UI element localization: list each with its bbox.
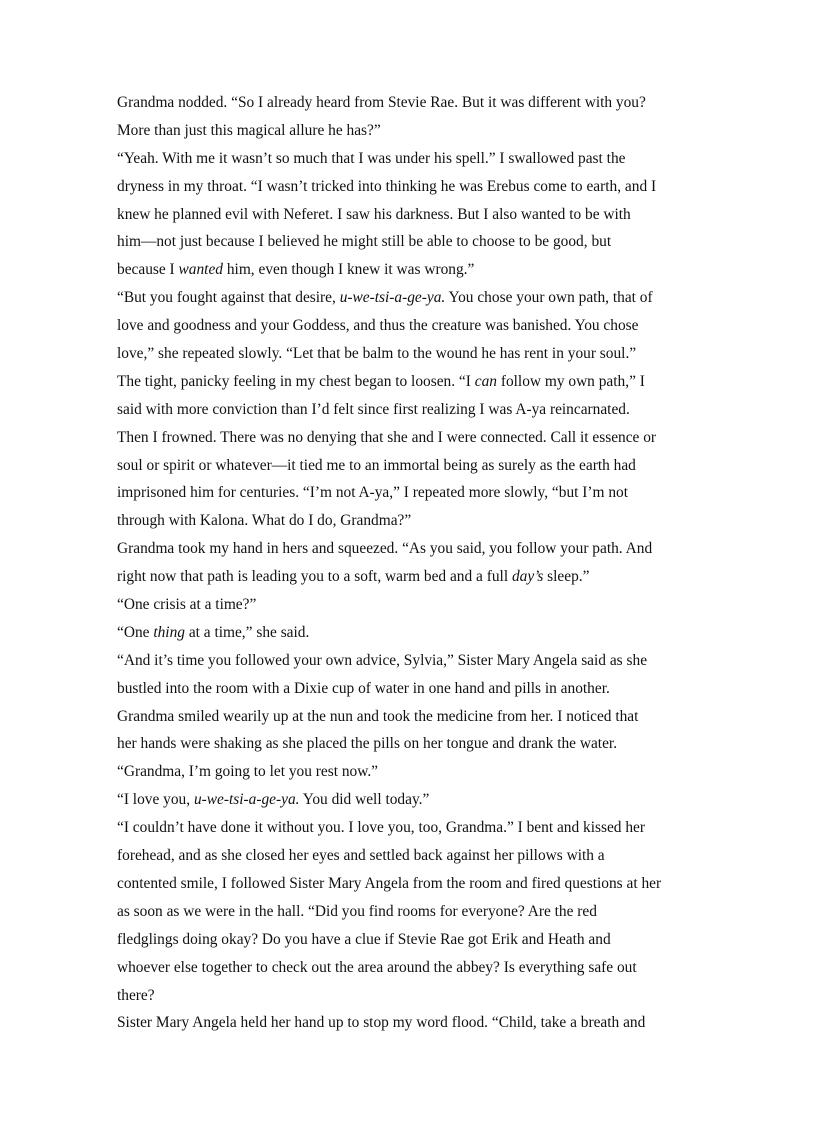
text-line: [117, 452, 717, 480]
text-line: [117, 675, 717, 703]
text-line: [117, 730, 717, 758]
text-segment: “I love you,: [117, 791, 194, 809]
text-line: [117, 758, 717, 786]
text-line: [117, 479, 717, 507]
text-line: [117, 703, 717, 731]
text-segment: Grandma took my hand in hers and squeezed. “As you said, you follow your path. And: [117, 540, 653, 558]
text-segment: “I couldn’t have done it without you. I love you, too, Grandma.” I bent and kissed her: [117, 819, 646, 837]
text-segment: “One: [117, 623, 154, 641]
text-segment: You did well today.”: [299, 791, 430, 809]
text-segment: imprisoned him for centuries. “I’m not A-ya,” I repeated more slowly, “but I’m not: [117, 484, 629, 502]
text-segment: love,” she repeated slowly. “Let that be balm to the wound he has rent in your soul.”: [117, 345, 637, 363]
text-line: [117, 507, 717, 535]
text-line: [117, 982, 717, 1010]
text-segment: More than just this magical allure he has?”: [117, 121, 381, 139]
italic-text: u-we-tsi-a-ge-ya.: [339, 289, 446, 307]
text-segment: You chose your own path, that of: [445, 289, 653, 307]
text-line: [117, 954, 717, 982]
text-segment: follow my own path,” I: [496, 372, 645, 390]
text-line: [117, 340, 717, 368]
text-segment: sleep.”: [543, 568, 590, 586]
italic-text: u-we-tsi-a-ge-ya.: [193, 791, 300, 809]
text-segment: him, even though I knew it was wrong.”: [223, 261, 475, 279]
text-segment: bustled into the room with a Dixie cup of water in one hand and pills in another.: [117, 679, 610, 697]
text-line: [117, 814, 717, 842]
italic-text: wanted: [178, 261, 223, 279]
text-segment: “Yeah. With me it wasn’t so much that I was under his spell.” I swallowed past the: [117, 149, 626, 167]
page-body: [117, 89, 717, 1037]
text-line: [117, 1009, 717, 1037]
text-line: [117, 145, 717, 173]
text-segment: The tight, panicky feeling in my chest began to loosen. “I: [117, 372, 475, 390]
text-segment: at a time,” she said.: [184, 623, 310, 641]
text-segment: as soon as we were in the hall. “Did you find rooms for everyone? Are the red: [117, 902, 597, 920]
text-segment: Grandma smiled wearily up at the nun and took the medicine from her. I noticed that: [117, 707, 639, 725]
text-line: [117, 173, 717, 201]
text-segment: forehead, and as she closed her eyes and settled back against her pillows with a: [117, 847, 605, 865]
text-line: [117, 396, 717, 424]
text-segment: him—not just because I believed he might still be able to choose to be good, but: [117, 233, 612, 251]
text-segment: said with more conviction than I’d felt since first realizing I was A-ya reincarnated.: [117, 400, 630, 418]
text-segment: through with Kalona. What do I do, Grandma?”: [117, 512, 412, 530]
text-segment: contented smile, I followed Sister Mary Angela from the room and fired questions at her: [117, 874, 662, 892]
text-segment: “Grandma, I’m going to let you rest now.”: [117, 763, 379, 781]
text-line: [117, 535, 717, 563]
text-segment: there?: [117, 986, 155, 1004]
text-line: [117, 842, 717, 870]
text-segment: fledglings doing okay? Do you have a clue if Stevie Rae got Erik and Heath and: [117, 930, 611, 948]
text-line: [117, 201, 717, 229]
text-segment: “And it’s time you followed your own advice, Sylvia,” Sister Mary Angela said as she: [117, 651, 648, 669]
text-segment: Sister Mary Angela held her hand up to stop my word flood. “Child, take a breath and: [117, 1014, 646, 1032]
text-segment: Grandma nodded. “So I already heard from Stevie Rae. But it was different with you?: [117, 94, 646, 111]
text-segment: because I: [117, 261, 179, 279]
text-segment: love and goodness and your Goddess, and thus the creature was banished. You chose: [117, 317, 639, 335]
text-segment: “But you fought against that desire,: [117, 289, 340, 307]
text-segment: dryness in my throat. “I wasn’t tricked into thinking he was Erebus come to earth, and I: [117, 177, 657, 195]
text-line: [117, 312, 717, 340]
text-line: [117, 89, 717, 117]
text-line: [117, 591, 717, 619]
text-segment: whoever else together to check out the area around the abbey? Is everything safe out: [117, 958, 637, 976]
italic-text: day’s: [511, 568, 544, 586]
italic-text: thing: [153, 623, 185, 641]
text-line: [117, 228, 717, 256]
text-line: [117, 870, 717, 898]
text-line: [117, 619, 717, 647]
text-line: [117, 898, 717, 926]
text-segment: soul or spirit or whatever—it tied me to an immortal being as surely as the earth had: [117, 456, 636, 474]
text-line: [117, 424, 717, 452]
text-line: [117, 284, 717, 312]
text-segment: Then I frowned. There was no denying that she and I were connected. Call it essence or: [117, 428, 657, 446]
italic-text: can: [474, 372, 497, 390]
text-segment: right now that path is leading you to a soft, warm bed and a full: [117, 568, 512, 586]
text-segment: her hands were shaking as she placed the pills on her tongue and drank the water.: [117, 735, 618, 753]
text-line: [117, 256, 717, 284]
text-line: [117, 786, 717, 814]
text-line: [117, 117, 717, 145]
text-line: [117, 926, 717, 954]
text-line: [117, 563, 717, 591]
text-line: [117, 368, 717, 396]
text-segment: knew he planned evil with Neferet. I saw his darkness. But I also wanted to be with: [117, 205, 631, 223]
text-line: [117, 647, 717, 675]
text-segment: “One crisis at a time?”: [117, 596, 257, 614]
